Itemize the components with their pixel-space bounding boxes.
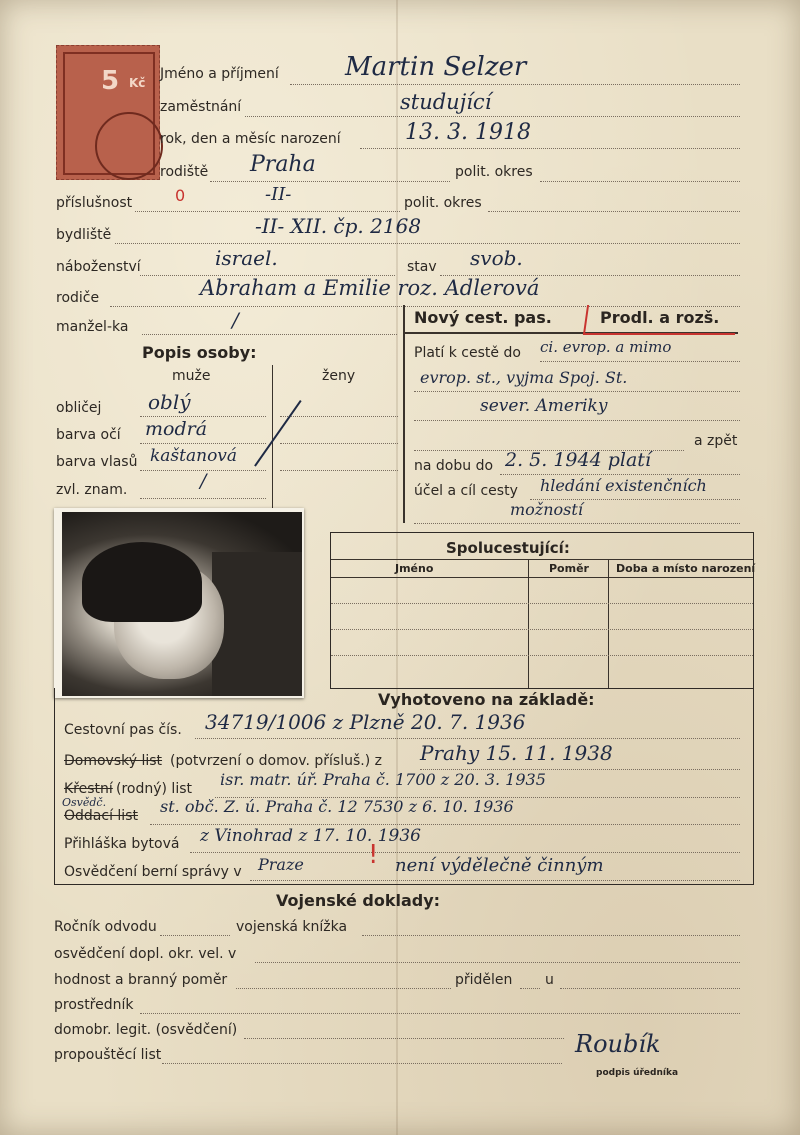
face-value: oblý — [148, 390, 191, 414]
assigned-u-label: u — [545, 972, 554, 988]
valid-label: Platí k cestě do — [414, 345, 521, 361]
face-label: obličej — [56, 400, 102, 416]
companions-row-3 — [331, 655, 753, 656]
tax-office-label: Osvědčení berní správy v — [64, 864, 242, 880]
companions-col-divider-2 — [608, 559, 609, 688]
occupation-label: zaměstnání — [160, 99, 242, 115]
companions-row-2 — [331, 629, 753, 630]
residence-line — [115, 243, 740, 244]
birth-date-value: 13. 3. 1918 — [405, 120, 531, 145]
nationality-line — [135, 211, 400, 212]
birthplace-value: Praha — [250, 152, 316, 177]
intermediary-line — [140, 1013, 740, 1014]
purpose-value-1: hledání existenčních — [540, 476, 707, 495]
registration-line — [190, 852, 740, 853]
nationality-value: -II- — [265, 184, 292, 205]
occupation-value: studující — [400, 90, 492, 114]
residence-value: -II- XII. čp. 2168 — [255, 214, 422, 238]
face-line-men — [140, 416, 266, 417]
women-strike-through — [254, 400, 302, 467]
legitimation-label: domobr. legit. (osvědčení) — [54, 1022, 238, 1038]
col-relation-header: Poměr — [549, 562, 589, 575]
companions-title: Spolucestující: — [446, 539, 570, 557]
companions-col-divider-1 — [528, 559, 529, 688]
registration-value: z Vinohrad z 17. 10. 1936 — [200, 826, 421, 846]
companions-row-1 — [331, 603, 753, 604]
period-label: na dobu do — [414, 458, 494, 474]
purpose-label: účel a cíl cesty — [414, 483, 518, 499]
col-name-header: Jméno — [395, 562, 434, 575]
domicile-value: Prahy 15. 11. 1938 — [420, 741, 613, 765]
birth-cert-label-struck: Křestní — [64, 781, 113, 797]
occupation-line — [245, 116, 740, 117]
military-booklet-line — [362, 935, 740, 936]
valid-line-3 — [414, 420, 740, 421]
intermediary-label: prostředník — [54, 997, 134, 1013]
passport-number-line — [195, 738, 740, 739]
district-cert-label: osvědčení dopl. okr. vel. v — [54, 946, 237, 962]
religion-value: israel. — [215, 246, 278, 270]
valid-value-2: evrop. st., vyjma Spoj. St. — [420, 368, 628, 387]
passport-number-value: 34719/1006 z Plzně 20. 7. 1936 — [205, 710, 526, 734]
stav-label: stav — [407, 259, 437, 275]
birth-cert-value: isr. matr. úř. Praha č. 1700 z 20. 3. 1935 — [220, 770, 546, 789]
religion-label: náboženství — [56, 259, 141, 275]
companions-header-bottom — [331, 577, 753, 578]
spouse-label: manžel-ka — [56, 319, 129, 335]
polit-okres-line — [540, 181, 740, 182]
companions-table — [330, 532, 754, 689]
signature-label: podpis úředníka — [596, 1068, 679, 1078]
stamp-value: 5 — [101, 66, 120, 96]
companions-header-top — [331, 559, 753, 560]
marriage-note: Osvědč. — [62, 796, 107, 809]
description-title: Popis osoby: — [142, 343, 257, 362]
discharge-label: propouštěcí list — [54, 1047, 162, 1063]
assigned-u-line — [560, 988, 740, 989]
stamp-frame — [63, 52, 155, 175]
stamp-currency: Kč — [129, 76, 146, 90]
marriage-line — [150, 824, 740, 825]
domicile-label-struck: Domovský list — [64, 753, 163, 769]
women-column-label: ženy — [322, 368, 356, 384]
eye-color-label: barva očí — [56, 427, 121, 443]
birthplace-label: rodiště — [160, 164, 209, 180]
tax-office-note: není výdělečně činným — [395, 855, 604, 876]
valid-line-2 — [414, 391, 740, 392]
assigned-label: přidělen — [455, 972, 513, 988]
purpose-line-2 — [414, 523, 740, 524]
hair-line-women — [280, 470, 398, 471]
birth-cert-label: (rodný) list — [116, 781, 192, 797]
passport-box-left — [403, 305, 405, 523]
red-pencil-mark — [583, 305, 739, 335]
stav-value: svob. — [470, 246, 523, 270]
photo-image — [62, 512, 302, 696]
eye-line-men — [140, 443, 266, 444]
district-cert-line — [255, 962, 740, 963]
draft-year-line — [160, 935, 230, 936]
applicant-photo — [54, 508, 304, 698]
domicile-label: (potvrzení o domov. přísluš.) z — [170, 753, 382, 769]
legitimation-line — [244, 1038, 564, 1039]
period-value: 2. 5. 1944 platí — [505, 449, 652, 471]
eye-line-women — [280, 443, 398, 444]
marks-line — [140, 498, 266, 499]
birthplace-line — [210, 181, 450, 182]
polit-okres2-label: polit. okres — [404, 195, 482, 211]
name-value: Martin Selzer — [345, 52, 527, 82]
marriage-value: st. obč. Z. ú. Praha č. 12 7530 z 6. 10. 1936 — [160, 797, 514, 816]
valid-value-1: ci. evrop. a mimo — [540, 338, 672, 356]
birth-date-label: rok, den a měsíc narození — [160, 131, 341, 147]
spouse-line — [142, 334, 397, 335]
stamp-cancellation — [95, 112, 163, 180]
red-mark: 0 — [175, 186, 186, 205]
parents-value: Abraham a Emilie roz. Adlerová — [200, 276, 540, 300]
marriage-label: Oddací list — [64, 808, 138, 824]
name-line — [290, 84, 740, 85]
marks-label: zvl. znam. — [56, 482, 128, 498]
issued-title: Vyhotoveno na základě: — [378, 690, 595, 709]
period-line — [500, 474, 740, 475]
men-column-label: muže — [172, 368, 211, 384]
birth-date-line — [360, 148, 740, 149]
extend-passport-label: Prodl. a rozš. — [600, 308, 720, 327]
red-exclamation: ! — [368, 840, 379, 870]
hair-color-label: barva vlasů — [56, 454, 138, 470]
face-line-women — [280, 416, 398, 417]
rank-line — [236, 988, 451, 989]
eye-color-value: modrá — [145, 418, 208, 440]
valid-value-3: sever. Ameriky — [480, 396, 608, 416]
name-label: Jméno a příjmení — [160, 66, 279, 82]
assigned-line — [520, 988, 540, 989]
valid-line-1 — [540, 361, 740, 362]
nationality-label: příslušnost — [56, 195, 133, 211]
polit-okres-label: polit. okres — [455, 164, 533, 180]
col-birth-header: Doba a místo narození — [616, 562, 756, 575]
passport-number-label: Cestovní pas čís. — [64, 722, 182, 738]
military-booklet-label: vojenská knížka — [236, 919, 348, 935]
tax-office-value: Praze — [258, 855, 304, 874]
photo-suit — [212, 552, 302, 696]
revenue-stamp — [56, 45, 160, 180]
tax-office-line — [250, 880, 740, 881]
spouse-value: / — [232, 308, 239, 332]
photo-hair — [82, 542, 202, 622]
rank-label: hodnost a branný poměr — [54, 972, 228, 988]
official-signature: Roubík — [575, 1030, 661, 1058]
polit-okres2-line — [488, 211, 740, 212]
military-title: Vojenské doklady: — [276, 891, 441, 910]
discharge-line — [162, 1063, 562, 1064]
new-passport-label: Nový cest. pas. — [414, 308, 552, 327]
parents-label: rodiče — [56, 290, 100, 306]
hair-color-value: kaštanová — [150, 446, 238, 466]
marks-value: / — [200, 470, 207, 492]
draft-year-label: Ročník odvodu — [54, 919, 157, 935]
residence-label: bydliště — [56, 227, 112, 243]
return-label: a zpět — [694, 433, 738, 449]
registration-label: Přihláška bytová — [64, 836, 180, 852]
purpose-value-2: možností — [510, 500, 583, 519]
